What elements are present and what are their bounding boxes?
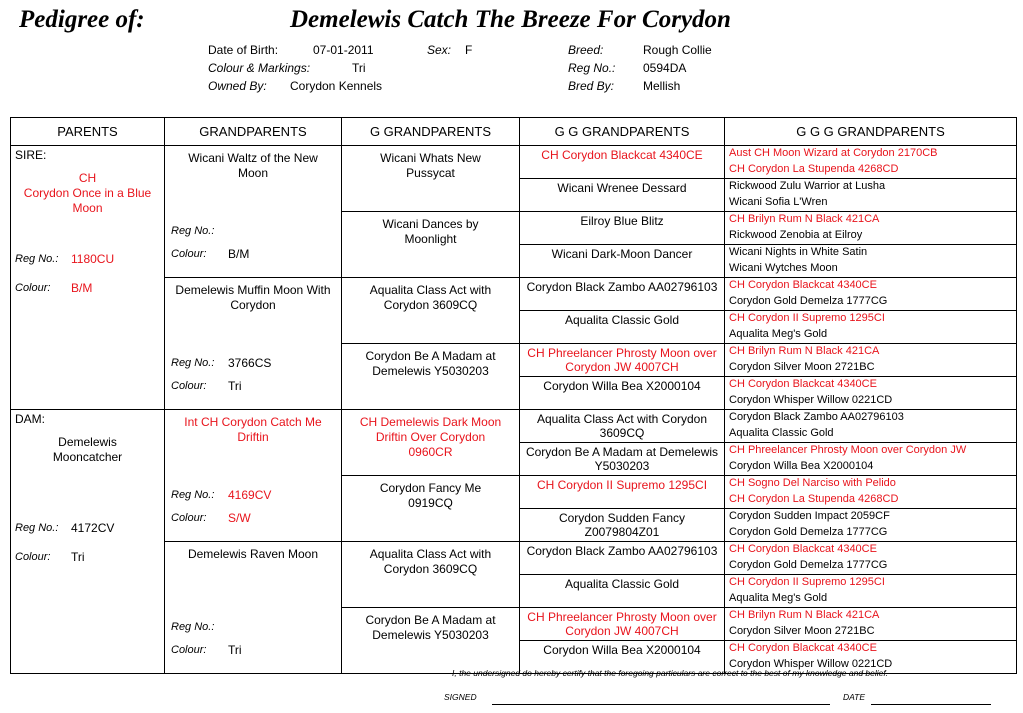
owned-value: Corydon Kennels <box>290 79 383 93</box>
dam-name: Demelewis Mooncatcher <box>52 435 123 464</box>
gg-grandparent-name: Corydon Willa Bea X2000104 <box>543 379 701 393</box>
sire-name: Corydon Once in a Blue Moon <box>23 186 152 215</box>
ggg-grandparent-name: Wicani Sofia L'Wren <box>729 195 828 208</box>
ggg-grandparent-cell <box>725 575 1017 608</box>
ggg-grandparent-cell <box>725 179 1017 212</box>
gg-grandparent-name: Corydon Black Zambo AA02796103 <box>526 544 718 558</box>
dam-colour: Tri <box>71 550 85 564</box>
ggg-grandparent-cell <box>725 278 1017 311</box>
ggg-grandparent-name: Corydon Silver Moon 2721BC <box>729 624 875 637</box>
ggg-grandparent-cell <box>725 344 1017 377</box>
ggg-grandparent-name: CH Corydon Blackcat 4340CE <box>729 378 877 390</box>
sire-tag: SIRE: <box>15 148 47 162</box>
sire-reg-label: Reg No.: <box>15 253 59 265</box>
date-label: DATE <box>843 692 866 702</box>
g-grandparent-name: Aqualita Class Act with Corydon 3609CQ <box>369 547 492 576</box>
gg-grandparent-name: CH Corydon II Supremo 1295CI <box>536 478 708 492</box>
ggg-grandparent-name: Corydon Silver Moon 2721BC <box>729 360 875 373</box>
dob-value: 07-01-2011 <box>313 43 374 57</box>
pedigree-table <box>10 117 1017 674</box>
pedigree-label: Pedigree of: <box>19 6 145 33</box>
ggg-grandparent-name: CH Brilyn Rum N Black 421CA <box>729 213 880 225</box>
ggg-grandparent-name: Rickwood Zenobia at Eilroy <box>729 228 863 241</box>
bred-label: Bred By: <box>568 79 615 93</box>
grandparent-reg: 3766CS <box>228 356 272 370</box>
gg-grandparent-name: CH Corydon Blackcat 4340CE <box>541 148 703 162</box>
gg-grandparent-cell <box>520 608 725 641</box>
ggg-grandparent-cell <box>725 245 1017 278</box>
grandparent-name: Wicani Waltz of the New Moon <box>188 151 318 180</box>
grandparent-colour: S/W <box>228 511 251 525</box>
sire-reg: 1180CU <box>71 252 115 266</box>
gg-grandparent-name: CH Phreelancer Phrosty Moon over Corydon JW 4007CH <box>527 346 717 374</box>
breed-value: Rough Collie <box>643 43 712 57</box>
sire-colour-label: Colour: <box>15 282 51 294</box>
ggg-grandparent-cell <box>725 443 1017 476</box>
ggg-grandparent-name: Corydon Gold Demelza 1777CG <box>729 558 888 571</box>
colour-label: Colour & Markings: <box>208 61 311 75</box>
ggg-grandparent-cell <box>725 542 1017 575</box>
gg-grandparent-cell <box>520 278 725 311</box>
gg-grandparent-cell <box>520 542 725 575</box>
gg-grandparent-cell <box>520 245 725 278</box>
ggg-grandparent-name: Corydon Willa Bea X2000104 <box>729 459 874 472</box>
ggg-grandparent-name: CH Brilyn Rum N Black 421CA <box>729 609 880 621</box>
grandparent-name: Demelewis Muffin Moon With Corydon <box>175 283 331 312</box>
g-grandparent-cell <box>342 212 520 278</box>
gg-grandparent-cell <box>520 575 725 608</box>
ggg-grandparent-name: Wicani Wytches Moon <box>729 261 838 274</box>
grandparent-reg-label: Reg No.: <box>171 489 215 501</box>
ggg-grandparent-cell <box>725 377 1017 410</box>
gg-grandparent-name: CH Phreelancer Phrosty Moon over Corydon JW 4007CH <box>527 610 717 638</box>
g-grandparent-name: Wicani Dances by Moonlight <box>382 217 479 246</box>
grandparent-cell <box>165 146 342 278</box>
grandparent-colour-label: Colour: <box>171 644 207 656</box>
g-grandparent-cell <box>342 146 520 212</box>
gg-grandparent-cell <box>520 443 725 476</box>
ggg-grandparent-name: Corydon Gold Demelza 1777CG <box>729 525 888 538</box>
reg-value: 0594DA <box>643 61 687 75</box>
ggg-grandparent-name: CH Corydon II Supremo 1295CI <box>729 312 885 324</box>
dob-label: Date of Birth: <box>208 43 279 57</box>
g-grandparent-name: Corydon Be A Madam at Demelewis Y5030203 <box>365 349 496 378</box>
ggg-grandparent-name: Corydon Whisper Willow 0221CD <box>729 657 893 670</box>
gg-grandparent-name: Aqualita Classic Gold <box>564 577 680 591</box>
gg-grandparent-name: Corydon Willa Bea X2000104 <box>543 643 701 657</box>
col-g-grandparents: G GRANDPARENTS <box>342 118 520 146</box>
gg-grandparent-cell <box>520 509 725 542</box>
colour-value: Tri <box>352 61 366 75</box>
g-grandparent-name: Aqualita Class Act with Corydon 3609CQ <box>369 283 492 312</box>
grandparent-colour-label: Colour: <box>171 248 207 260</box>
gg-grandparent-cell <box>520 344 725 377</box>
ggg-grandparent-name: Corydon Gold Demelza 1777CG <box>729 294 888 307</box>
gg-grandparent-cell <box>520 410 725 443</box>
dog-name-title: Demelewis Catch The Breeze For Corydon <box>290 6 731 33</box>
g-grandparent-name: Corydon Be A Madam at Demelewis Y5030203 <box>365 613 496 642</box>
dam-cell <box>11 410 165 674</box>
g-grandparent-name: CH Demelewis Dark Moon Driftin Over Corydon 0960CR <box>359 415 502 459</box>
grandparent-reg-label: Reg No.: <box>171 225 215 237</box>
grandparent-colour-label: Colour: <box>171 512 207 524</box>
owned-label: Owned By: <box>208 79 267 93</box>
gg-grandparent-name: Corydon Sudden Fancy Z0079804Z01 <box>558 511 686 539</box>
gg-grandparent-name: Corydon Black Zambo AA02796103 <box>526 280 718 294</box>
ggg-grandparent-name: Corydon Whisper Willow 0221CD <box>729 393 893 406</box>
ggg-grandparent-cell <box>725 146 1017 179</box>
gg-grandparent-name: Corydon Be A Madam at Demelewis Y5030203 <box>525 445 719 473</box>
gg-grandparent-name: Aqualita Classic Gold <box>564 313 680 327</box>
g-grandparent-cell <box>342 542 520 608</box>
grandparent-cell <box>165 542 342 674</box>
column-headers <box>11 118 1017 146</box>
date-line[interactable] <box>871 704 991 705</box>
gg-grandparent-cell <box>520 377 725 410</box>
g-grandparent-name: Corydon Fancy Me 0919CQ <box>379 481 482 510</box>
sex-value: F <box>465 43 473 57</box>
ggg-grandparent-cell <box>725 212 1017 245</box>
bred-value: Mellish <box>643 79 681 93</box>
ggg-grandparent-name: CH Phreelancer Phrosty Moon over Corydon JW <box>729 444 967 456</box>
ggg-grandparent-name: Aqualita Meg's Gold <box>729 327 828 340</box>
ggg-grandparent-name: CH Corydon Blackcat 4340CE <box>729 279 877 291</box>
signature-line[interactable] <box>492 704 830 705</box>
ggg-grandparent-cell <box>725 311 1017 344</box>
ggg-grandparent-name: Aqualita Classic Gold <box>729 426 834 439</box>
ggg-grandparent-name: CH Brilyn Rum N Black 421CA <box>729 345 880 357</box>
grandparent-cell <box>165 410 342 542</box>
g-grandparent-cell <box>342 278 520 344</box>
grandparent-colour: Tri <box>228 643 242 657</box>
signed-label: SIGNED <box>444 692 477 702</box>
g-grandparent-cell <box>342 410 520 476</box>
ggg-grandparent-name: CH Corydon La Stupenda 4268CD <box>729 492 899 505</box>
dam-tag: DAM: <box>15 412 45 426</box>
gg-grandparent-cell <box>520 179 725 212</box>
ggg-grandparent-name: Corydon Black Zambo AA02796103 <box>729 411 904 423</box>
reg-label: Reg No.: <box>568 61 616 75</box>
ggg-grandparent-name: Aqualita Meg's Gold <box>729 591 828 604</box>
gg-grandparent-cell <box>520 212 725 245</box>
col-parents: PARENTS <box>11 118 165 146</box>
dam-reg: 4172CV <box>71 521 115 535</box>
sire-colour: B/M <box>71 281 93 295</box>
gg-grandparent-cell <box>520 311 725 344</box>
col-gg-grandparents: G G GRANDPARENTS <box>520 118 725 146</box>
gg-grandparent-name: Wicani Wrenee Dessard <box>557 181 687 195</box>
ggg-grandparent-cell <box>725 509 1017 542</box>
g-grandparent-cell <box>342 476 520 542</box>
g-grandparent-cell <box>342 344 520 410</box>
sex-label: Sex: <box>427 43 452 57</box>
gg-grandparent-cell <box>520 476 725 509</box>
ggg-grandparent-name: Aust CH Moon Wizard at Corydon 2170CB <box>729 147 938 159</box>
ggg-grandparent-cell <box>725 608 1017 641</box>
ggg-grandparent-name: CH Corydon Blackcat 4340CE <box>729 543 877 555</box>
grandparent-name: Int CH Corydon Catch Me Driftin <box>184 415 322 444</box>
gg-grandparent-name: Aqualita Class Act with Corydon 3609CQ <box>536 412 708 440</box>
grandparent-reg-label: Reg No.: <box>171 357 215 369</box>
col-grandparents: GRANDPARENTS <box>165 118 342 146</box>
gg-grandparent-cell <box>520 146 725 179</box>
dam-reg-label: Reg No.: <box>15 522 59 534</box>
g-grandparent-name: Wicani Whats New Pussycat <box>380 151 481 180</box>
sire-cell <box>11 146 165 410</box>
g-grandparent-cell <box>342 608 520 674</box>
grandparent-reg-label: Reg No.: <box>171 621 215 633</box>
grandparent-name: Demelewis Raven Moon <box>187 547 319 561</box>
ggg-grandparent-name: Corydon Sudden Impact 2059CF <box>729 510 890 522</box>
certification-text: I, the undersigned do hereby certify that the foregoing particulars are correct to the best of my knowledge and belief. <box>452 668 889 678</box>
grandparent-cell <box>165 278 342 410</box>
gg-grandparent-name: Wicani Dark-Moon Dancer <box>551 247 693 261</box>
breed-label: Breed: <box>568 43 604 57</box>
ggg-grandparent-name: CH Corydon Blackcat 4340CE <box>729 642 877 654</box>
grandparent-colour: Tri <box>228 379 242 393</box>
dam-colour-label: Colour: <box>15 551 51 563</box>
ggg-grandparent-name: CH Sogno Del Narciso with Pelido <box>729 477 896 489</box>
grandparent-reg: 4169CV <box>228 488 272 502</box>
sire-title: CH <box>78 171 97 185</box>
ggg-grandparent-name: Wicani Nights in White Satin <box>729 246 868 258</box>
grandparent-colour-label: Colour: <box>171 380 207 392</box>
ggg-grandparent-cell <box>725 476 1017 509</box>
gg-grandparent-name: Eilroy Blue Blitz <box>580 214 664 228</box>
ggg-grandparent-name: Rickwood Zulu Warrior at Lusha <box>729 180 886 192</box>
ggg-grandparent-name: CH Corydon La Stupenda 4268CD <box>729 162 899 175</box>
ggg-grandparent-name: CH Corydon II Supremo 1295CI <box>729 576 885 588</box>
col-ggg-grandparents: G G G GRANDPARENTS <box>725 118 1017 146</box>
ggg-grandparent-cell <box>725 410 1017 443</box>
grandparent-colour: B/M <box>228 247 250 261</box>
